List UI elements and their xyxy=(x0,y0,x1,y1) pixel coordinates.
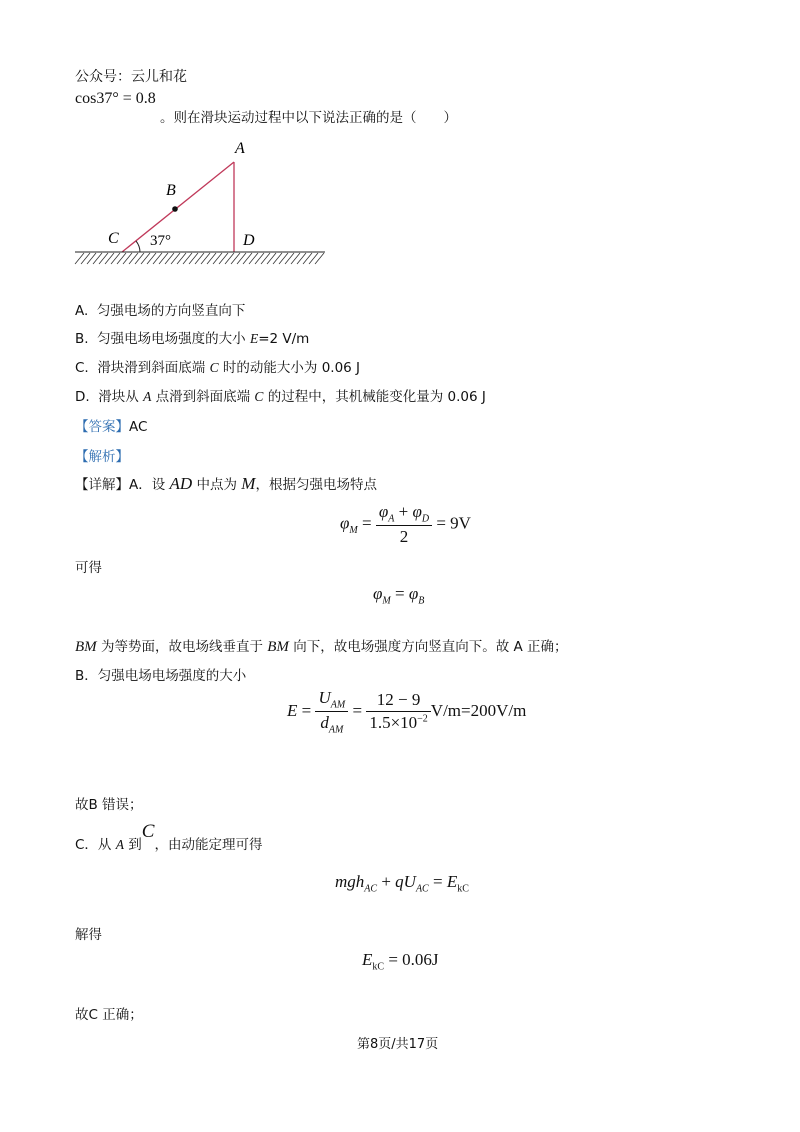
question-tail: 。则在滑块运动过程中以下说法正确的是（ ） xyxy=(160,110,457,126)
detail-line-1: 【详解】A．设 AD 中点为 M，根据匀强电场特点 xyxy=(75,474,377,493)
incline-line xyxy=(122,162,234,252)
page-footer: 第8页/共17页 xyxy=(357,1037,439,1052)
equation-phi-M: $\varphi_M$ = $\frac{\varphi_A + \varphi_D}{2}$ = 9V xyxy=(340,502,471,547)
answer-tag: 【答案】 xyxy=(75,419,129,435)
detail-line-4: 故B 错误； xyxy=(75,797,143,813)
label-B: B xyxy=(166,182,176,199)
kede-text: 可得 xyxy=(75,560,102,576)
incline-diagram xyxy=(70,135,330,270)
detail-line-2: BM 为等势面，故电场线垂直于 BM 向下，故电场强度方向竖直向下。故 A 正确； xyxy=(75,639,568,655)
label-C: C xyxy=(108,230,119,247)
equation-E: E = $\frac{U_{AM}}{d_{AM}}$ = $\frac{12 - 9}{1.5\times 10^{-2}}$ V/m=200V/m xyxy=(287,688,527,736)
angle-label: 37° xyxy=(150,233,171,249)
label-A: A xyxy=(235,140,245,157)
option-d: D. 滑块从 A 点滑到斜面底端 C 的过程中，其机械能变化量为 0.06 J xyxy=(75,389,486,405)
equation-Ekc: $E_{kC} = 0.06J$ xyxy=(362,950,439,973)
ground-hatch xyxy=(75,253,324,264)
equation-energy: $mgh_{AC} + qU_{AC} = E_{kC}$ xyxy=(335,872,469,895)
option-c: C. 滑块滑到斜面底端 C 时的动能大小为 0.06 J xyxy=(75,360,361,376)
source-label: 公众号：云儿和花 xyxy=(75,69,187,85)
answer-line xyxy=(75,415,147,435)
analysis-tag: 【解析】 xyxy=(75,449,129,465)
detail-line-5: C．从 A 到C，由动能定理可得 xyxy=(75,821,263,853)
equation-phi-equal: $\varphi_M = \varphi_B$ xyxy=(373,584,425,607)
detail-line-7: 故C 正确； xyxy=(75,1007,143,1023)
cos-given: cos37° = 0.8 xyxy=(75,90,156,107)
label-D: D xyxy=(243,232,255,249)
answer-value: AC xyxy=(129,419,148,435)
option-b: B. 匀强电场电场强度的大小 E=2 V/m xyxy=(75,331,310,347)
option-a: A. 匀强电场的方向竖直向下 xyxy=(75,303,246,319)
point-B xyxy=(172,206,178,212)
angle-arc xyxy=(136,241,140,252)
detail-line-6: 解得 xyxy=(75,927,102,943)
detail-line-3: B．匀强电场电场强度的大小 xyxy=(75,668,247,684)
